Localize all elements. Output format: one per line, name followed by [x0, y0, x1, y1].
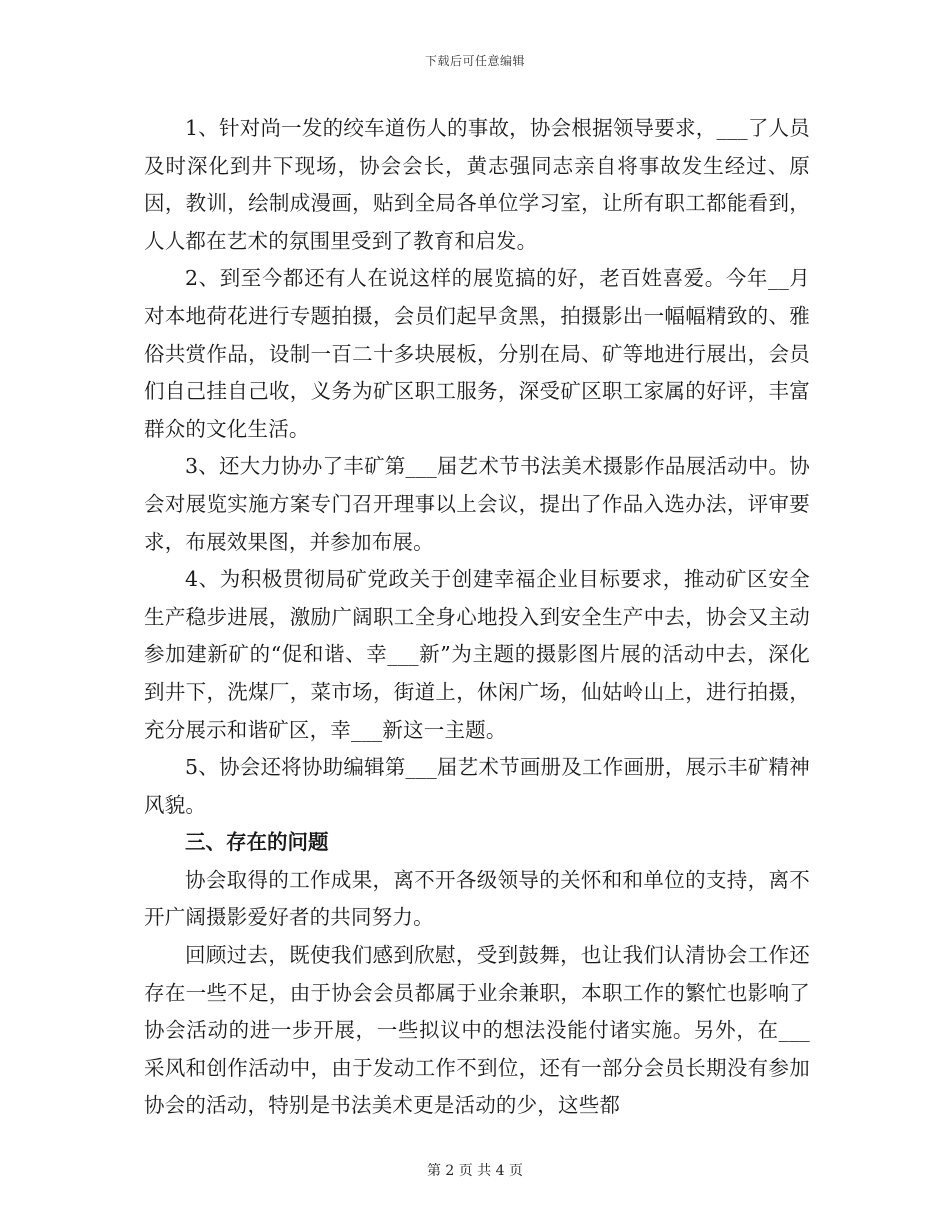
paragraph-item-4: 4、为积极贯彻局矿党政关于创建幸福企业目标要求，推动矿区安全生产稳步进展，激励广阔职工全身心地投入到安全生产中去，协会又主动参加建新矿的“促和谐、幸___新”为主题的摄影图片展的活动中去，深化到井下，洗煤厂，菜市场，街道上，休闲广场，仙姑岭山上，进行拍摄，充分展示和谐矿区，幸___新这一主题。	[144, 567, 810, 742]
paragraph-achievements: 协会取得的工作成果，离不开各级领导的关怀和和单位的支持，离不开广阔摄影爱好者的共同努力。	[144, 867, 810, 930]
section-heading: 三、存在的问题	[185, 830, 329, 855]
document-body	[144, 110, 810, 1125]
paragraph-item-5: 5、协会还将协助编辑第___届艺术节画册及工作画册，展示丰矿精神风貌。	[144, 755, 810, 817]
paragraph-item-1: 1、针对尚一发的绞车道伤人的事故，协会根据领导要求，___了人员及时深化到井下现场，协会会长，黄志强同志亲自将事故发生经过、原因，教训，绘制成漫画，贴到全局各单位学习室，让所有职工都能看到，人人都在艺术的氛围里受到了教育和启发。	[144, 116, 810, 253]
paragraph-review: 回顾过去，既使我们感到欣慰，受到鼓舞，也让我们认清协会工作还存在一些不足，由于协会会员都属于业余兼职，本职工作的繁忙也影响了协会活动的进一步开展，一些拟议中的想法没能付诸实施。另外，在___采风和创作活动中，由于发动工作不到位，还有一部分会员长期没有参加协会的活动，特别是书法美术更是活动的少，这些都	[144, 943, 810, 1118]
paragraph-item-2: 2、到至今都还有人在说这样的展览搞的好，老百姓喜爱。今年__月对本地荷花进行专题拍摄，会员们起早贪黑，拍摄影出一幅幅精致的、雅俗共赏作品，设制一百二十多块展板，分别在局、矿等地进行展出，会员们自己挂自己收，义务为矿区职工服务，深受矿区职工家属的好评，丰富群众的文化生活。	[144, 266, 810, 441]
page-header: 下载后可任意编辑	[424, 54, 525, 68]
paragraph-item-3: 3、还大力协办了丰矿第___届艺术节书法美术摄影作品展活动中。协会对展览实施方案专门召开理事以上会议，提出了作品入选办法，评审要求，布展效果图，并参加布展。	[144, 454, 810, 554]
page-number: 第 2 页 共 4 页	[426, 1163, 524, 1179]
